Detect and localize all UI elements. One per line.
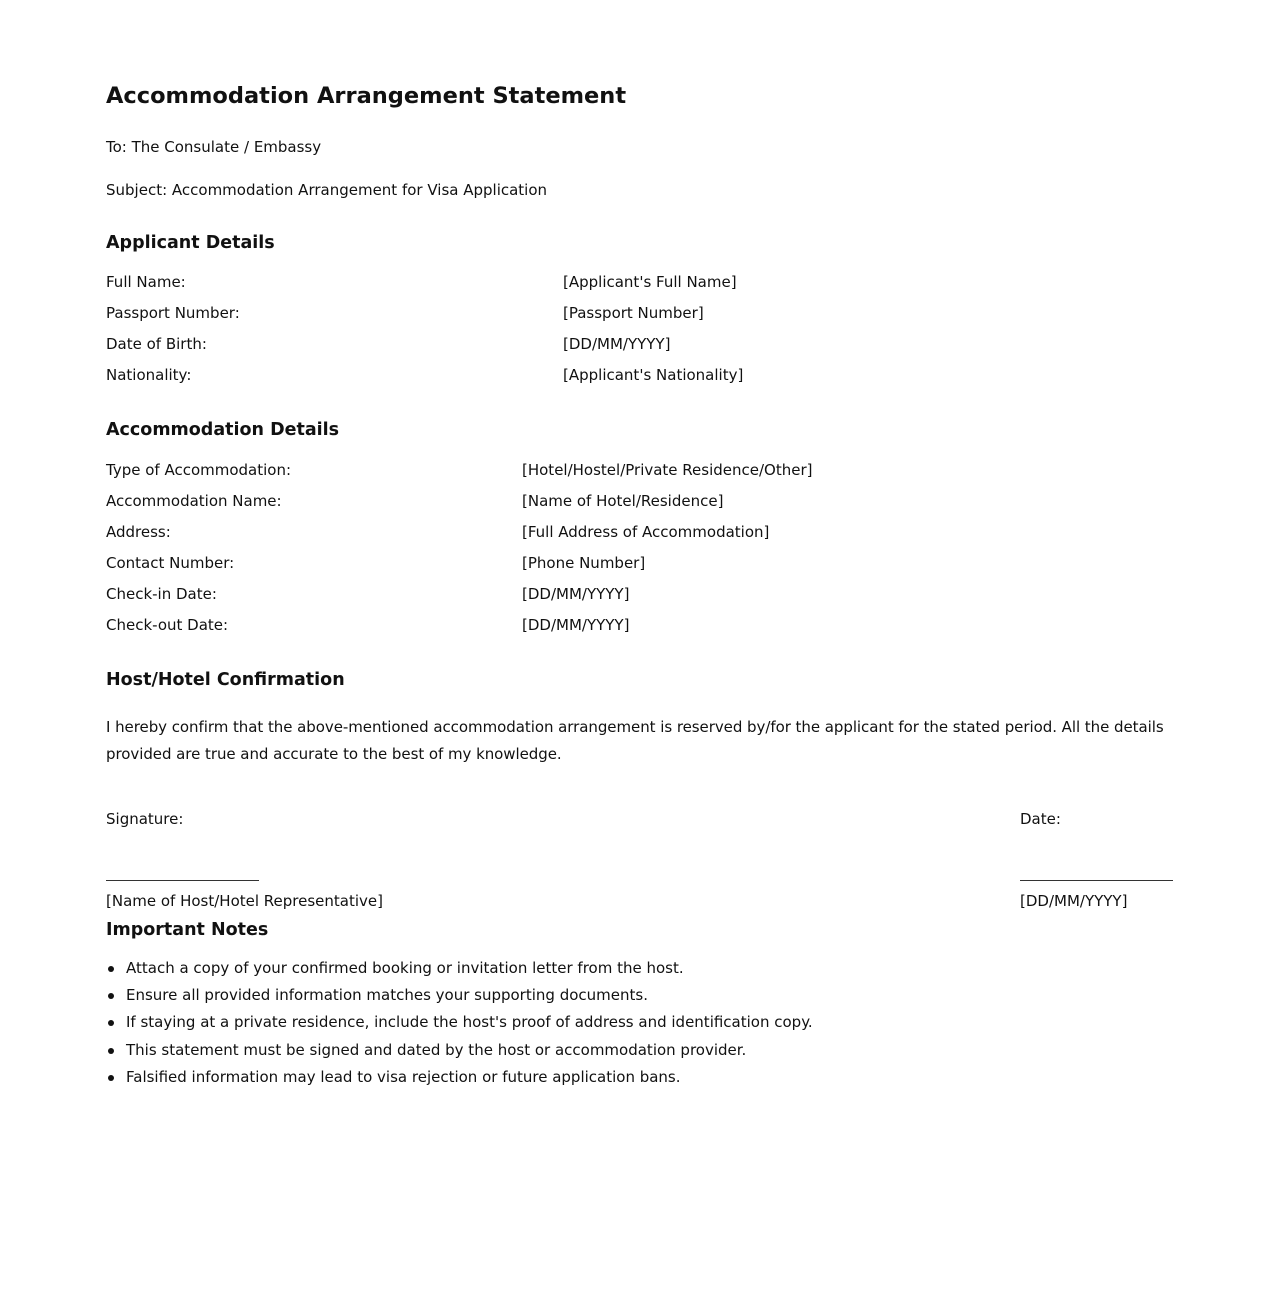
field-value: [Passport Number] — [563, 304, 704, 322]
field-value: [DD/MM/YYYY] — [522, 616, 630, 634]
field-value: [Applicant's Nationality] — [563, 366, 744, 384]
field-value: [Hotel/Hostel/Private Residence/Other] — [522, 461, 813, 479]
important-notes-heading: Important Notes — [106, 920, 269, 940]
field-label: Type of Accommodation: — [106, 461, 292, 479]
list-item — [106, 1064, 1174, 1091]
bullet-icon — [108, 993, 114, 999]
applicant-row-passport-number — [106, 304, 1174, 324]
field-value: [Full Address of Accommodation] — [522, 523, 770, 541]
accommodation-row-address — [106, 523, 1174, 543]
note-text: Ensure all provided information matches your supporting documents. — [126, 986, 648, 1005]
list-item — [106, 955, 1174, 982]
accommodation-row-name — [106, 492, 1174, 512]
note-text: If staying at a private residence, include the host's proof of address and identification copy. — [126, 1013, 813, 1032]
applicant-row-nationality — [106, 366, 1174, 386]
bullet-icon — [108, 1048, 114, 1054]
field-label: Check-in Date: — [106, 585, 217, 603]
field-value: [DD/MM/YYYY] — [563, 335, 671, 353]
note-text: Falsified information may lead to visa rejection or future application bans. — [126, 1067, 681, 1086]
bullet-icon — [108, 1075, 114, 1081]
applicant-row-date-of-birth — [106, 335, 1174, 355]
accommodation-row-check-out-date — [106, 616, 1174, 636]
date-value: [DD/MM/YYYY] — [1020, 892, 1128, 910]
applicant-details-heading: Applicant Details — [106, 233, 275, 253]
signature-label: Signature: — [106, 810, 184, 828]
note-text: Attach a copy of your confirmed booking or invitation letter from the host. — [126, 959, 684, 977]
field-label: Passport Number: — [106, 304, 240, 322]
field-value: [Phone Number] — [522, 554, 646, 572]
list-item — [106, 982, 1174, 1009]
bullet-icon — [108, 1020, 114, 1026]
recipient-line: To: The Consulate / Embassy — [106, 138, 322, 156]
field-value: [Name of Hotel/Residence] — [522, 492, 724, 510]
field-label: Contact Number: — [106, 554, 235, 572]
document-title: Accommodation Arrangement Statement — [106, 83, 627, 109]
important-notes-list — [106, 955, 1174, 1091]
accommodation-row-contact-number — [106, 554, 1174, 574]
accommodation-details-heading: Accommodation Details — [106, 420, 340, 440]
date-line — [1020, 880, 1173, 881]
list-item — [106, 1037, 1174, 1064]
list-item — [106, 1009, 1174, 1036]
field-label: Accommodation Name: — [106, 492, 282, 510]
field-value: [DD/MM/YYYY] — [522, 585, 630, 603]
accommodation-row-type — [106, 461, 1174, 481]
field-label: Full Name: — [106, 273, 186, 291]
field-label: Nationality: — [106, 366, 192, 384]
signer-name: [Name of Host/Hotel Representative] — [106, 892, 384, 910]
confirmation-statement: I hereby confirm that the above-mentioned accommodation arrangement is reserved by/for the applicant for the stated period. All the details provided are true and accurate to the best of my knowledge. — [106, 718, 1164, 763]
signature-line — [106, 880, 259, 881]
bullet-icon — [108, 966, 114, 972]
field-label: Check-out Date: — [106, 616, 229, 634]
confirmation-heading: Host/Hotel Confirmation — [106, 670, 345, 690]
field-value: [Applicant's Full Name] — [563, 273, 737, 291]
date-label: Date: — [1020, 810, 1061, 828]
note-text: This statement must be signed and dated by the host or accommodation provider. — [126, 1040, 747, 1059]
subject-line: Subject: Accommodation Arrangement for Visa Application — [106, 181, 548, 199]
field-label: Date of Birth: — [106, 335, 207, 353]
field-label: Address: — [106, 523, 171, 541]
accommodation-row-check-in-date — [106, 585, 1174, 605]
applicant-row-full-name — [106, 273, 1174, 293]
